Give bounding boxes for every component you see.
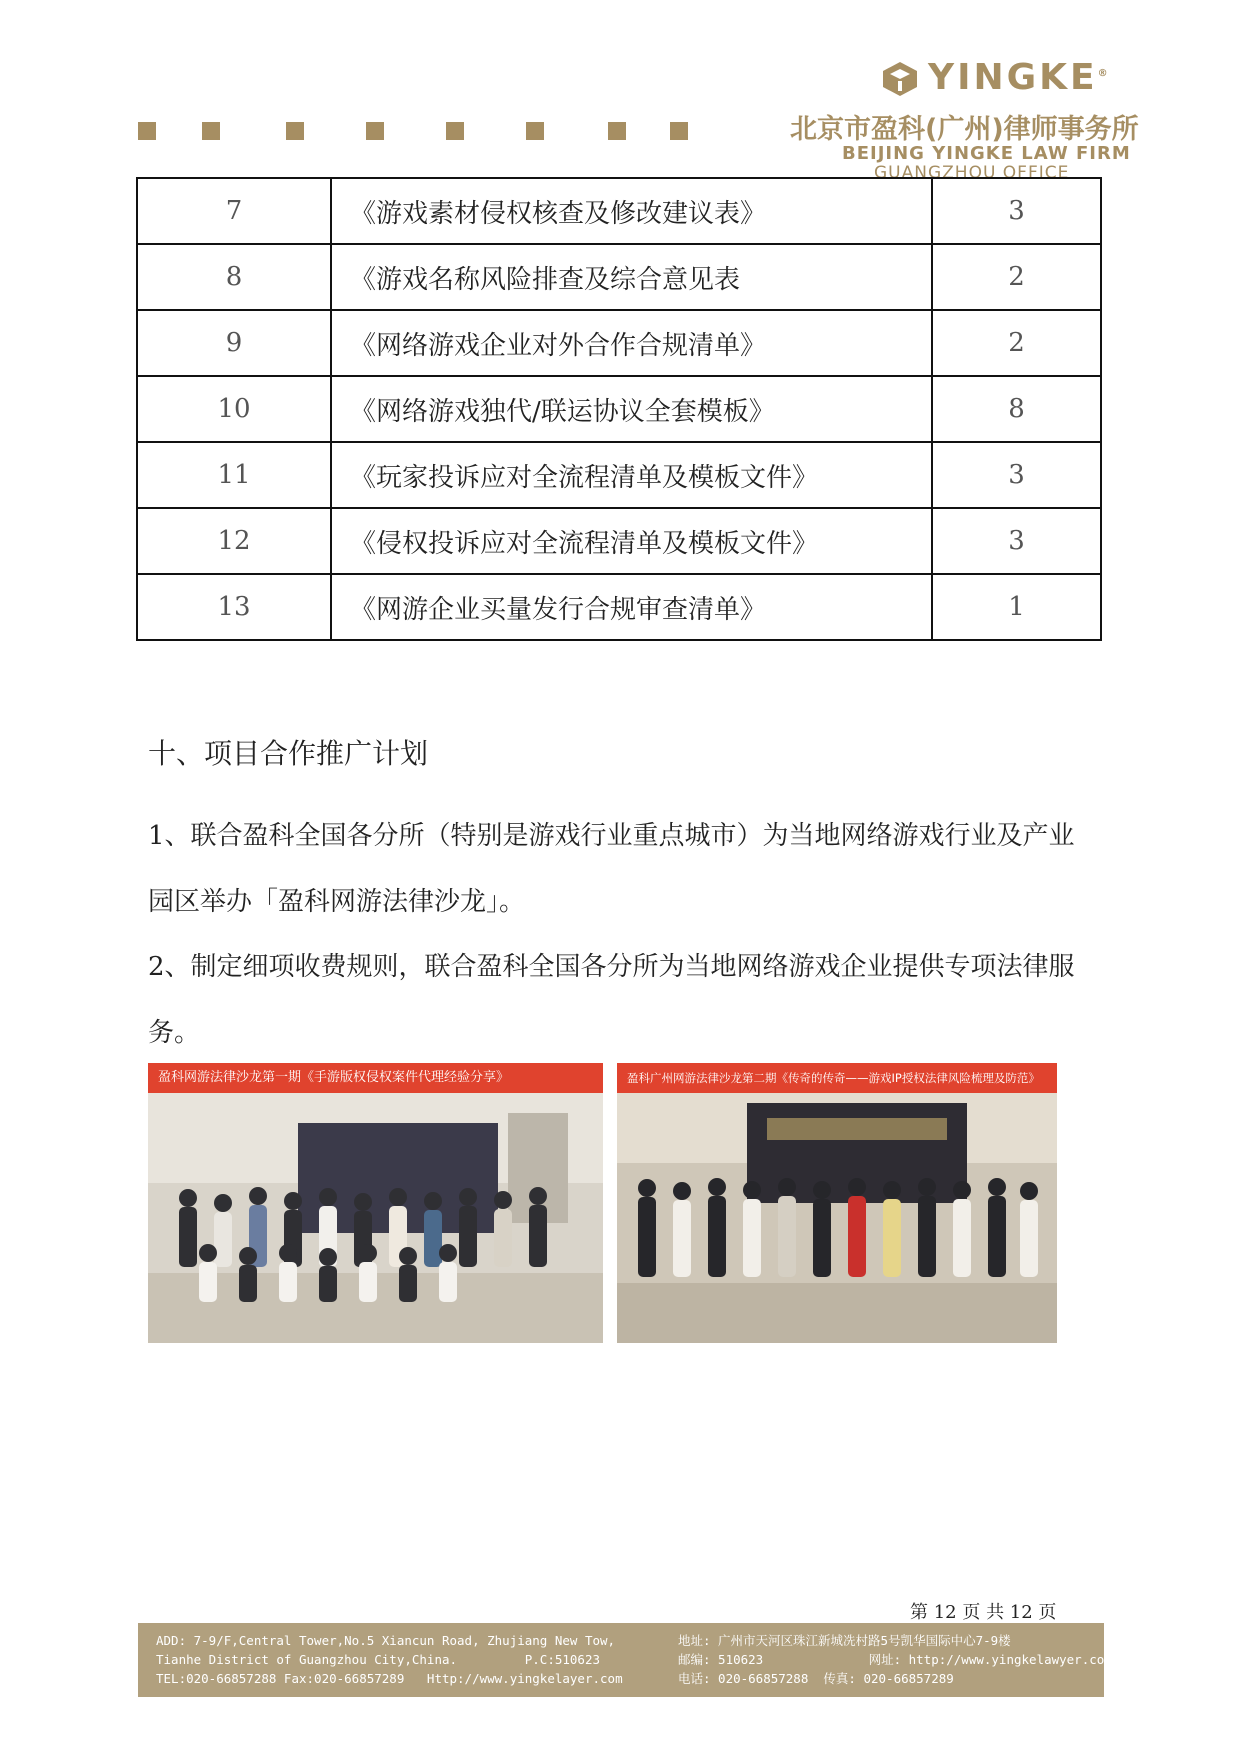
row-number: 12 bbox=[137, 508, 331, 574]
row-document-name: 《玩家投诉应对全流程清单及模板文件》 bbox=[331, 442, 932, 508]
row-document-name: 《侵权投诉应对全流程清单及模板文件》 bbox=[331, 508, 932, 574]
photo-caption: 盈科网游法律沙龙第一期《手游版权侵权案件代理经验分享》 bbox=[148, 1063, 603, 1093]
salon-photo-2 bbox=[617, 1063, 1057, 1343]
firm-logo bbox=[790, 55, 1170, 183]
table-row bbox=[137, 508, 1101, 574]
row-quantity: 8 bbox=[932, 376, 1101, 442]
firm-name-en: BEIJING YINGKE LAW FIRM bbox=[842, 143, 1131, 164]
header-square bbox=[608, 122, 626, 140]
section-heading: 十、项目合作推广计划 bbox=[148, 737, 429, 770]
row-quantity: 2 bbox=[932, 244, 1101, 310]
yingke-logo-icon bbox=[880, 59, 920, 99]
header-square bbox=[446, 122, 464, 140]
header-decoration bbox=[138, 122, 698, 144]
header-square bbox=[138, 122, 156, 140]
row-quantity: 1 bbox=[932, 574, 1101, 640]
footer-contact-bar bbox=[138, 1623, 1112, 1697]
header-square bbox=[366, 122, 384, 140]
row-quantity: 3 bbox=[932, 508, 1101, 574]
header-square bbox=[670, 122, 688, 140]
row-number: 10 bbox=[137, 376, 331, 442]
row-quantity: 2 bbox=[932, 310, 1101, 376]
table-row bbox=[137, 178, 1101, 244]
row-number: 13 bbox=[137, 574, 331, 640]
photo-caption: 盈科广州网游法律沙龙第二期《传奇的传奇——游戏IP授权法律风险梳理及防范》 bbox=[617, 1063, 1057, 1093]
row-number: 11 bbox=[137, 442, 331, 508]
table-row bbox=[137, 244, 1101, 310]
row-quantity: 3 bbox=[932, 178, 1101, 244]
row-document-name: 《游戏素材侵权核查及修改建议表》 bbox=[331, 178, 932, 244]
row-number: 9 bbox=[137, 310, 331, 376]
footer-address-en: ADD: 7-9/F,Central Tower,No.5 Xiancun Road, Zhujiang New Tow, Tianhe District of Guangzhou City,China. P.C:510623 TEL:020-66857288 Fax:020-66857289 Http://www.yingkelayer.com bbox=[156, 1633, 623, 1686]
plan-item-1: 1、联合盈科全国各分所（特别是游戏行业重点城市）为当地网络游戏行业及产业园区举办「盈科网游法律沙龙」。 bbox=[148, 821, 1075, 917]
header-square bbox=[286, 122, 304, 140]
group-photo-image bbox=[148, 1093, 603, 1343]
group-photo-image bbox=[617, 1093, 1057, 1343]
table-row bbox=[137, 442, 1101, 508]
row-quantity: 3 bbox=[932, 442, 1101, 508]
row-document-name: 《网游企业买量发行合规审查清单》 bbox=[331, 574, 932, 640]
row-document-name: 《网络游戏企业对外合作合规清单》 bbox=[331, 310, 932, 376]
table-row bbox=[137, 574, 1101, 640]
table-row bbox=[137, 310, 1101, 376]
plan-item-2: 2、制定细项收费规则，联合盈科全国各分所为当地网络游戏企业提供专项法律服务。 bbox=[148, 952, 1075, 1048]
table-row bbox=[137, 376, 1101, 442]
header-square bbox=[526, 122, 544, 140]
salon-photo-1 bbox=[148, 1063, 603, 1343]
row-number: 7 bbox=[137, 178, 331, 244]
deliverables-table bbox=[136, 177, 1102, 641]
row-number: 8 bbox=[137, 244, 331, 310]
firm-name-cn: 北京市盈科(广州)律师事务所 bbox=[790, 114, 1139, 145]
header-square bbox=[202, 122, 220, 140]
row-document-name: 《游戏名称风险排查及综合意见表 bbox=[331, 244, 932, 310]
page-number: 第 12 页 共 12 页 bbox=[910, 1602, 1057, 1623]
footer-address-cn: 地址: 广州市天河区珠江新城冼村路5号凯华国际中心7-9楼 邮编: 510623 网址: http://www.yingkelawyer.com 电话: 020-66857288 传真: 020-66857289 bbox=[678, 1633, 1112, 1686]
brand-word: YINGKE® bbox=[928, 57, 1111, 98]
row-document-name: 《网络游戏独代/联运协议全套模板》 bbox=[331, 376, 932, 442]
office-name-en: GUANGZHOU OFFICE bbox=[874, 163, 1070, 183]
